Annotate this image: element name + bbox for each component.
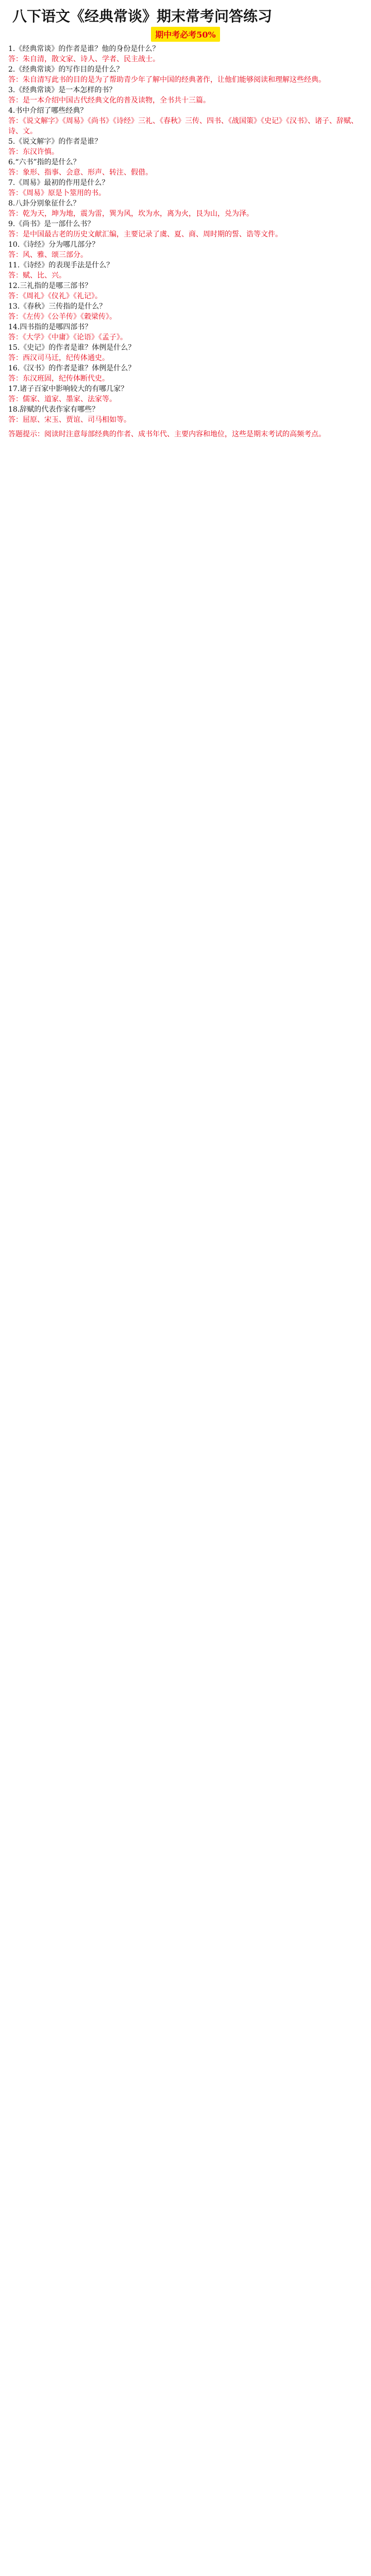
answer-text: 答：《周礼》《仪礼》《礼记》。: [8, 292, 102, 300]
answer-text: 答：西汉司马迁，纪传体通史。: [8, 354, 109, 362]
answer-text: 答：是中国最古老的历史文献汇编，主要记录了虞、夏、商、周时期的誓、诰等文件。: [8, 230, 282, 239]
answer-text: 答：赋、比、兴。: [8, 272, 66, 280]
question-text: 13.《春秋》三传指的是什么？: [8, 302, 107, 311]
question-text: 7.《周易》最初的作用是什么？: [8, 179, 109, 187]
qa-item: [8, 106, 363, 137]
qa-item: [8, 260, 363, 281]
qa-item: [8, 137, 363, 157]
answer-text: 答：东汉许慎。: [8, 148, 59, 156]
qa-item: [8, 322, 363, 343]
answer-text: 答：象形、指事、会意、形声、转注、假借。: [8, 168, 153, 177]
qa-item: [8, 64, 363, 85]
badge-wrap: [8, 27, 363, 42]
answer-text: 答：东汉班固，纪传体断代史。: [8, 375, 109, 383]
qa-item: [8, 85, 363, 106]
qa-item: [8, 44, 363, 64]
answer-text: 答：《说文解字》《周易》《尚书》《诗经》三礼、《春秋》三传、四书、《战国策》《史记》《汉书》、诸子、辞赋、诗、文。: [8, 117, 358, 135]
question-text: 10.《诗经》分为哪几部分？: [8, 241, 99, 249]
answer-text: 答：是一本介绍中国古代经典文化的普及读物，全书共十三篇。: [8, 96, 210, 105]
qa-item: [8, 404, 363, 425]
question-text: 11.《诗经》的表现手法是什么？: [8, 261, 114, 269]
qa-item: [8, 198, 363, 219]
spacer: [8, 425, 363, 429]
question-text: 16.《汉书》的作者是谁？体例是什么？: [8, 364, 136, 372]
question-text: 9.《尚书》是一部什么书？: [8, 220, 95, 228]
question-text: 3.《经典常谈》是一本怎样的书？: [8, 86, 116, 94]
answer-text: 答：《左传》《公羊传》《穀梁传》。: [8, 313, 116, 321]
answer-text: 答：儒家、道家、墨家、法家等。: [8, 395, 116, 403]
study-note: 答题提示：阅读时注意每部经典的作者、成书年代、主要内容和地位，这些是期末考试的高频考点。: [8, 430, 326, 438]
answer-text: 答：《周易》原是卜筮用的书。: [8, 189, 106, 197]
qa-item: [8, 281, 363, 301]
question-text: 5.《说文解字》的作者是谁？: [8, 138, 102, 146]
qa-item: [8, 301, 363, 322]
question-text: 17.诸子百家中影响较大的有哪几家？: [8, 385, 128, 393]
qa-item: [8, 219, 363, 240]
qa-item: [8, 157, 363, 178]
question-text: 18.辞赋的代表作家有哪些？: [8, 405, 99, 414]
qa-list: [8, 44, 363, 425]
question-text: 12.三礼指的是哪三部书？: [8, 282, 92, 290]
answer-text: 答：朱自清，散文家、诗人、学者、民主战士。: [8, 55, 160, 63]
question-text: 2.《经典常谈》的写作目的是什么？: [8, 65, 124, 74]
question-text: 15.《史记》的作者是谁？体例是什么？: [8, 344, 136, 352]
qa-item: [8, 178, 363, 198]
question-text: 1.《经典常谈》的作者是谁？他的身份是什么？: [8, 45, 160, 53]
answer-text: 答：屈原、宋玉、贾谊、司马相如等。: [8, 416, 131, 424]
exam-badge: 期中考必考50%: [151, 27, 220, 42]
qa-item: [8, 240, 363, 260]
answer-text: 答：乾为天，坤为地，震为雷，巽为风，坎为水，离为火，艮为山，兑为泽。: [8, 210, 254, 218]
question-text: 6.“六书”指的是什么？: [8, 158, 80, 166]
answer-text: 答：《大学》《中庸》《论语》《孟子》。: [8, 333, 127, 342]
question-text: 4.书中介绍了哪些经典？: [8, 107, 88, 115]
question-text: 8.八卦分别象征什么？: [8, 199, 80, 208]
page-title: 八下语文《经典常谈》期末常考问答练习: [12, 8, 273, 25]
qa-item: [8, 363, 363, 384]
answer-text: 答：朱自清写此书的目的是为了帮助青少年了解中国的经典著作，让他们能够阅读和理解这些经典。: [8, 76, 326, 84]
answer-text: 答：风、雅、颂三部分。: [8, 251, 88, 259]
qa-item: [8, 384, 363, 404]
question-text: 14.四书指的是哪四部书？: [8, 323, 92, 331]
qa-item: [8, 343, 363, 363]
